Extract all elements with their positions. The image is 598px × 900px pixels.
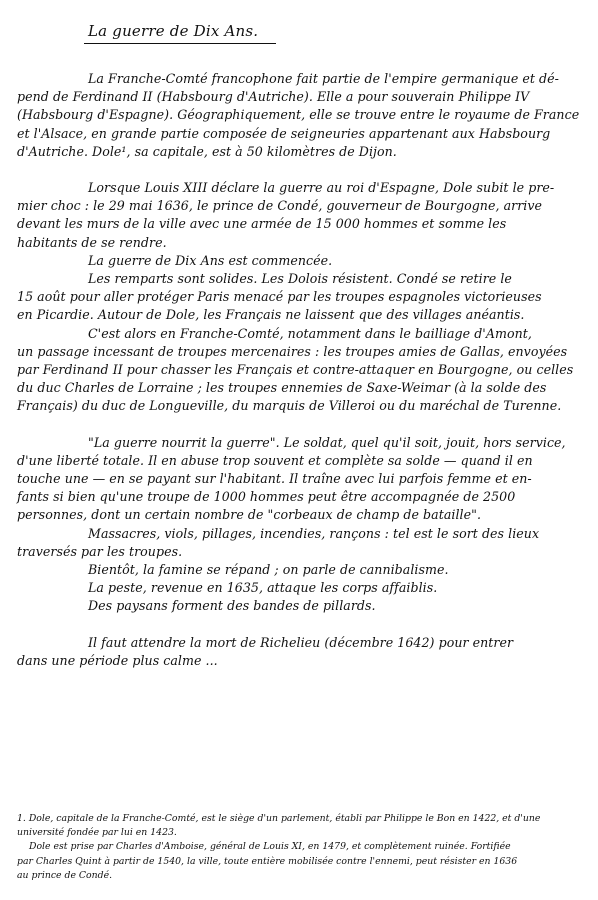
text-line: et l'Alsace, en grande partie composée de seigneuries appartenant aux Habsbourg bbox=[17, 125, 551, 141]
paragraph bbox=[17, 434, 593, 525]
text-line: Massacres, viols, pillages, incendies, rançons : tel est le sort des lieux bbox=[88, 525, 540, 541]
paragraph bbox=[17, 325, 593, 416]
paragraph bbox=[17, 270, 593, 325]
page-title: La guerre de Dix Ans. bbox=[88, 22, 259, 40]
paragraph-gap bbox=[17, 416, 593, 434]
text-line: fants si bien qu'une troupe de 1000 hommes peut être accompagnée de 2500 bbox=[17, 489, 516, 505]
text-line: touche une — en se payant sur l'habitant. Il traîne avec lui parfois femme et en- bbox=[17, 471, 532, 487]
paragraph bbox=[17, 525, 593, 561]
text-line: Lorsque Louis XIII déclare la guerre au roi d'Espagne, Dole subit le pre- bbox=[88, 180, 555, 196]
text-line: traversés par les troupes. bbox=[17, 543, 183, 559]
text-line: d'Autriche. Dole¹, sa capitale, est à 50 kilomètres de Dijon. bbox=[17, 143, 397, 159]
footnote-line: au prince de Condé. bbox=[17, 869, 113, 881]
paragraph-gap bbox=[17, 616, 593, 634]
paragraph bbox=[17, 634, 593, 670]
footnote-line: 1. Dole, capitale de la Franche-Comté, est le siège d'un parlement, établi par Philippe le Bon en 1422, et d'une bbox=[17, 813, 541, 824]
text-line: en Picardie. Autour de Dole, les Français ne laissent que des villages anéantis. bbox=[17, 307, 525, 323]
text-line: Il faut attendre la mort de Richelieu (décembre 1642) pour entrer bbox=[88, 634, 514, 650]
text-line: du duc Charles de Lorraine ; les troupes ennemies de Saxe-Weimar (à la solde des bbox=[17, 380, 547, 396]
text-line: (Habsbourg d'Espagne). Géographiquement, elle se trouve entre le royaume de France bbox=[17, 107, 580, 123]
text-line: Français) du duc de Longueville, du marquis de Villeroi ou du maréchal de Turenne. bbox=[17, 398, 562, 414]
text-line: La Franche-Comté francophone fait partie de l'empire germanique et dé- bbox=[88, 71, 559, 86]
footnote-line: Dole est prise par Charles d'Amboise, général de Louis XI, en 1479, et complètement ruinée. Fortifiée bbox=[29, 841, 511, 853]
text-line: C'est alors en Franche-Comté, notamment dans le bailliage d'Amont, bbox=[88, 325, 532, 341]
text-line: devant les murs de la ville avec une armée de 15 000 hommes et somme les bbox=[17, 216, 507, 232]
text-line: La peste, revenue en 1635, attaque les corps affaiblis. bbox=[88, 580, 438, 596]
text-line: habitants de se rendre. bbox=[17, 234, 167, 250]
text-line: mier choc : le 29 mai 1636, le prince de Condé, gouverneur de Bourgogne, arrive bbox=[17, 198, 543, 214]
footnote-line: par Charles Quint à partir de 1540, la ville, toute entière mobilisée contre l'ennemi, peut résister en 1636 bbox=[17, 855, 518, 867]
paragraph bbox=[17, 561, 593, 616]
text-line: pend de Ferdinand II (Habsbourg d'Autriche). Elle a pour souverain Philippe IV bbox=[17, 89, 530, 105]
text-line: "La guerre nourrit la guerre". Le soldat, quel qu'il soit, jouit, hors service, bbox=[88, 434, 566, 450]
footnote-line: université fondée par lui en 1423. bbox=[17, 827, 177, 839]
title-underline bbox=[84, 43, 276, 44]
text-line: personnes, dont un certain nombre de "corbeaux de champ de bataille". bbox=[17, 507, 482, 523]
text-line: Les remparts sont solides. Les Dolois résistent. Condé se retire le bbox=[88, 271, 512, 287]
document-body bbox=[17, 70, 593, 670]
text-line: La guerre de Dix Ans est commencée. bbox=[88, 252, 333, 268]
paragraph-gap bbox=[17, 161, 593, 179]
paragraph bbox=[17, 179, 593, 252]
text-line: 15 août pour aller protéger Paris menacé par les troupes espagnoles victorieuses bbox=[17, 289, 542, 305]
text-line: Des paysans forment des bandes de pillards. bbox=[88, 598, 376, 614]
text-line: Bientôt, la famine se répand ; on parle de cannibalisme. bbox=[88, 562, 449, 578]
text-line: par Ferdinand II pour chasser les Français et contre-attaquer en Bourgogne, ou celles bbox=[17, 362, 574, 378]
text-line: dans une période plus calme ... bbox=[17, 652, 218, 668]
paragraph bbox=[17, 252, 593, 270]
paragraph bbox=[17, 70, 593, 161]
text-line: un passage incessant de troupes mercenaires : les troupes amies de Gallas, envoyées bbox=[17, 343, 568, 359]
text-line: d'une liberté totale. Il en abuse trop souvent et complète sa solde — quand il en bbox=[17, 452, 533, 468]
footnotes bbox=[17, 812, 593, 883]
